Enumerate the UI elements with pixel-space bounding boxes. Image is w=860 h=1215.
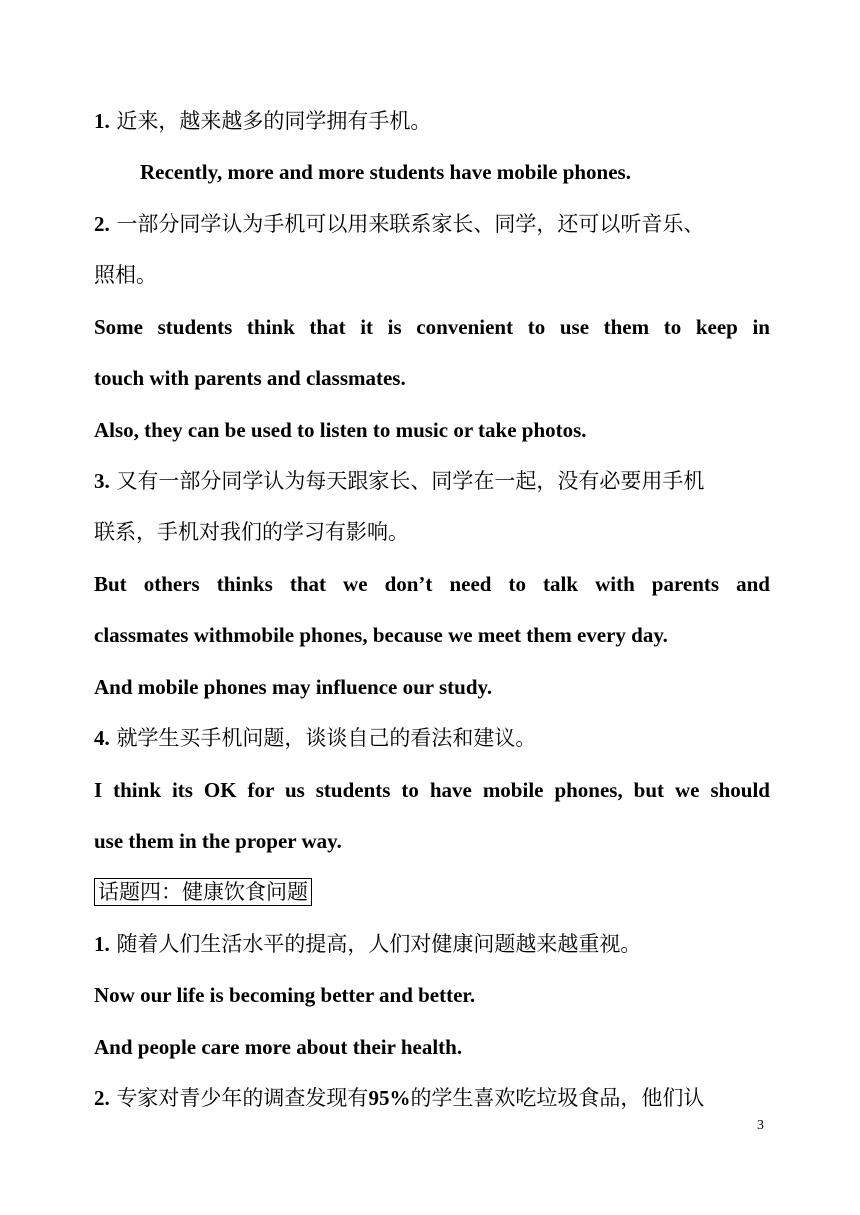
chinese-text: 就学生买手机问题，谈谈自己的看法和建议。 bbox=[116, 726, 537, 750]
item-1-english: Recently, more and more students have mobile phones. bbox=[140, 160, 631, 184]
item-3-english-1: But others thinks that we don’t need to talk with parents and bbox=[94, 572, 770, 596]
topic4-item-1-chinese bbox=[94, 931, 770, 957]
item-3-english-2: classmates withmobile phones, because we meet them every day. bbox=[94, 623, 668, 647]
topic4-item-1-english-2: And people care more about their health. bbox=[94, 1035, 463, 1059]
topic4-item-2-chinese bbox=[94, 1085, 770, 1111]
topic4-item-1-english-1: Now our life is becoming better and better. bbox=[94, 983, 476, 1007]
topic-heading-box: 话题四：健康饮食问题 bbox=[94, 878, 312, 906]
item-3-english-3: And mobile phones may influence our study. bbox=[94, 675, 493, 699]
item-1-chinese bbox=[94, 108, 770, 134]
item-2-english-3: Also, they can be used to listen to music or take photos. bbox=[94, 418, 587, 442]
chinese-text: 专家对青少年的调查发现有 bbox=[116, 1086, 369, 1110]
chinese-text: 一部分同学认为手机可以用来联系家长、同学，还可以听音乐、 bbox=[116, 212, 705, 236]
item-number: 1. bbox=[94, 109, 110, 133]
item-2-chinese-cont: 照相。 bbox=[94, 263, 157, 287]
item-number: 3. bbox=[94, 469, 110, 493]
item-3-chinese-cont: 联系，手机对我们的学习有影响。 bbox=[94, 520, 409, 544]
chinese-text: 又有一部分同学认为每天跟家长、同学在一起，没有必要用手机 bbox=[116, 469, 705, 493]
item-number: 4. bbox=[94, 726, 110, 750]
item-3-chinese bbox=[94, 468, 770, 494]
topic-heading bbox=[94, 878, 770, 906]
item-4-english-1: I think its OK for us students to have mobile phones, but we should bbox=[94, 778, 770, 802]
percentage: 95% bbox=[368, 1086, 411, 1110]
chinese-text-cont: 的学生喜欢吃垃圾食品，他们认 bbox=[410, 1086, 705, 1110]
item-number: 2. bbox=[94, 1086, 110, 1110]
item-number: 1. bbox=[94, 932, 110, 956]
chinese-text: 随着人们生活水平的提高，人们对健康问题越来越重视。 bbox=[116, 932, 642, 956]
item-2-chinese bbox=[94, 211, 770, 237]
item-4-english-2: use them in the proper way. bbox=[94, 829, 342, 853]
item-number: 2. bbox=[94, 212, 110, 236]
item-2-english-2: touch with parents and classmates. bbox=[94, 366, 406, 390]
item-4-chinese bbox=[94, 725, 770, 751]
page-number: 3 bbox=[757, 1118, 764, 1133]
chinese-text: 近来，越来越多的同学拥有手机。 bbox=[116, 109, 432, 133]
item-2-english-1: Some students think that it is convenient to use them to keep in bbox=[94, 315, 770, 339]
